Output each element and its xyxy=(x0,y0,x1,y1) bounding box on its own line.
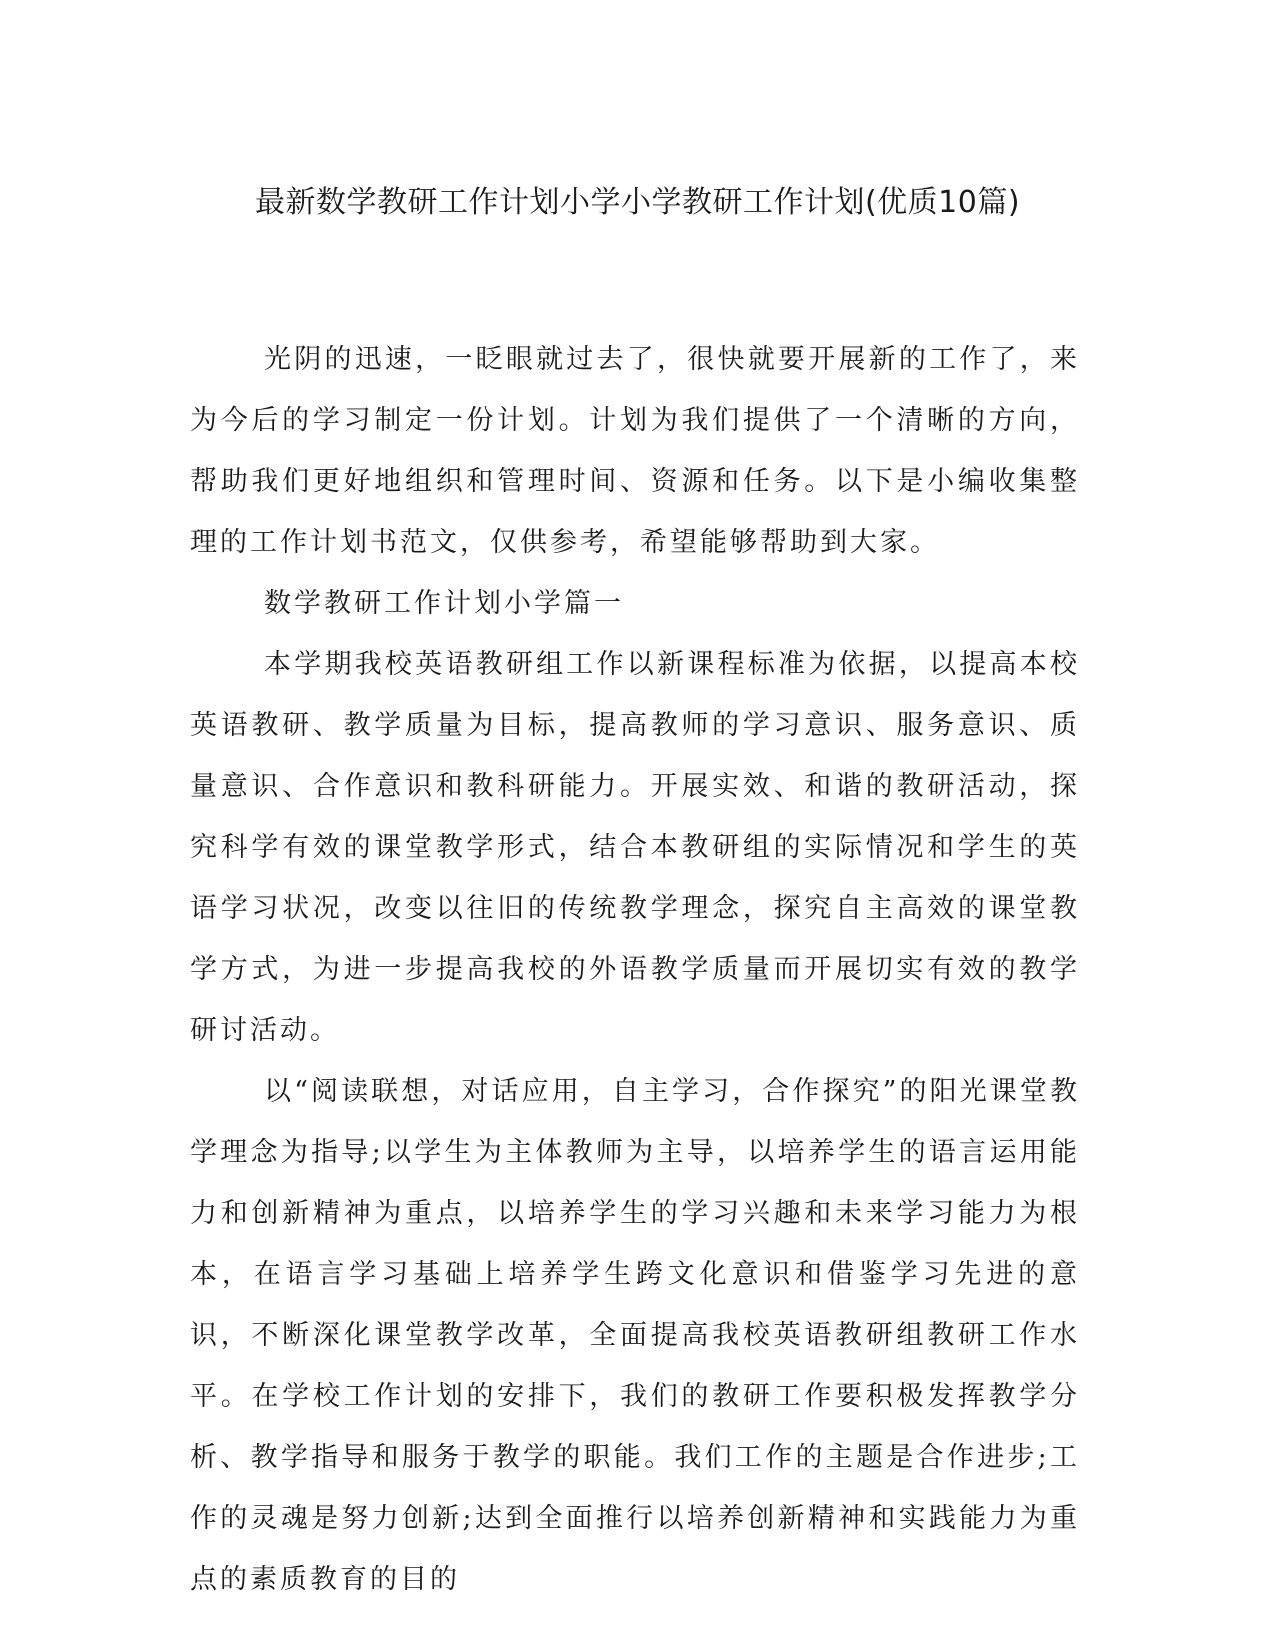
section-paragraph-2: 以“阅读联想，对话应用，自主学习，合作探究”的阳光课堂教学理念为指导;以学生为主体教师为主导，以培养学生的语言运用能力和创新精神为重点，以培养学生的学习兴趣和未来学习能力为根本，在语言学习基础上培养学生跨文化意识和借鉴学习先进的意识，不断深化课堂教学改革，全面提高我校英语教研组教研工作水平。在学校工作计划的安排下，我们的教研工作要积极发挥教学分析、教学指导和服务于教学的职能。我们工作的主题是合作进步;工作的灵魂是努力创新;达到全面推行以培养创新精神和实践能力为重点的素质教育的目的 xyxy=(190,1076,1080,1595)
section-heading: 数学教研工作计划小学篇一 xyxy=(264,588,624,619)
document-title: 最新数学教研工作计划小学小学教研工作计划(优质10篇) xyxy=(254,185,1021,220)
intro-paragraph: 光阴的迅速，一眨眼就过去了，很快就要开展新的工作了，来为今后的学习制定一份计划。计划为我们提供了一个清晰的方向，帮助我们更好地组织和管理时间、资源和任务。以下是小编收集整理的工作计划书范文，仅供参考，希望能够帮助到大家。 xyxy=(190,344,1080,558)
section-paragraph-1: 本学期我校英语教研组工作以新课程标准为依据，以提高本校英语教研、教学质量为目标，提高教师的学习意识、服务意识、质量意识、合作意识和教科研能力。开展实效、和谐的教研活动，探究科学有效的课堂教学形式，结合本教研组的实际情况和学生的英语学习状况，改变以往旧的传统教学理念，探究自主高效的课堂教学方式，为进一步提高我校的外语教学质量而开展切实有效的教学研讨活动。 xyxy=(190,649,1080,1046)
document-body xyxy=(190,329,1080,1610)
